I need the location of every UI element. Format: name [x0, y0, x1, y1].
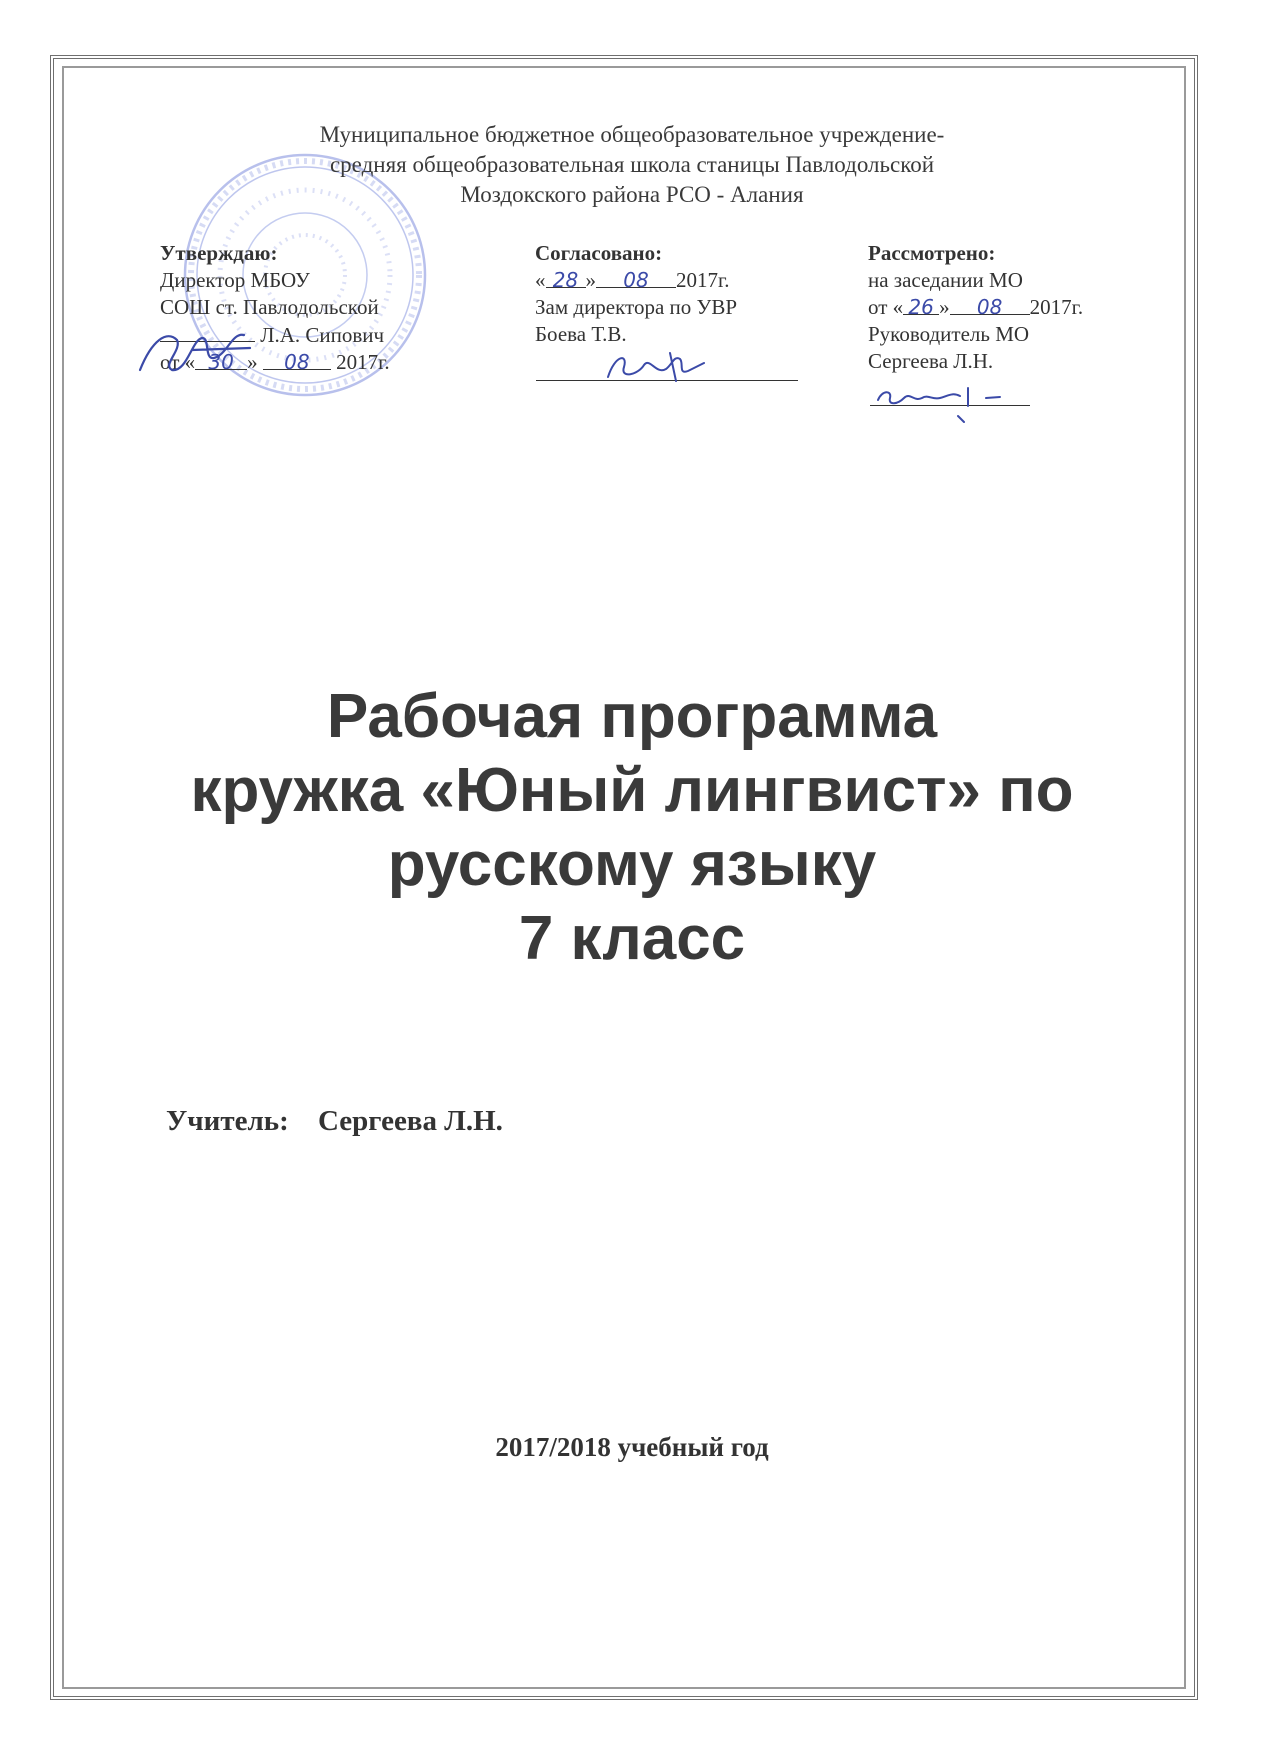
- date-prefix: от «: [868, 295, 904, 319]
- deputy-signature: [600, 345, 710, 390]
- institution-header: [0, 120, 1264, 210]
- date-month: 08: [596, 267, 676, 288]
- agreed-date-row: [535, 267, 805, 294]
- date-mid: »: [585, 268, 596, 292]
- approved-heading: Утверждаю:: [160, 241, 278, 265]
- date-day: 28: [546, 267, 586, 288]
- document-title: [0, 680, 1264, 976]
- date-year: 2017г.: [336, 350, 390, 374]
- title-line-3: русскому языку: [387, 830, 877, 899]
- title-line-2: кружка «Юный лингвист» по: [190, 756, 1074, 825]
- reviewed-line-3: Сергеева Л.Н.: [868, 349, 994, 373]
- date-prefix: от «: [160, 350, 196, 374]
- date-month: 08: [263, 349, 331, 370]
- agreed-line-2: Боева Т.В.: [535, 322, 627, 346]
- reviewed-line-2: Руководитель МО: [868, 322, 1030, 346]
- approved-line-2: СОШ ст. Павлодольской: [160, 295, 379, 319]
- agreed-line-1: Зам директора по УВР: [535, 295, 738, 319]
- date-prefix: «: [535, 268, 546, 292]
- teacher-label: Учитель:: [166, 1105, 289, 1137]
- header-line-3: Моздокского района РСО - Алания: [460, 182, 804, 207]
- teacher-name: Сергеева Л.Н.: [317, 1105, 503, 1137]
- date-year: 2017г.: [676, 268, 730, 292]
- head-mo-signature: [868, 378, 1028, 428]
- date-mid: »: [247, 350, 258, 374]
- teacher-line: [166, 1105, 525, 1138]
- title-line-4: 7 класс: [518, 904, 746, 973]
- date-day: 30: [195, 349, 247, 370]
- date-year: 2017г.: [1029, 295, 1084, 319]
- title-line-1: Рабочая программа: [326, 682, 938, 751]
- header-line-1: Муниципальное бюджетное общеобразовательное учреждение-: [319, 122, 945, 147]
- date-mid: »: [939, 295, 950, 319]
- approved-name: Л.А. Сипович: [260, 323, 385, 347]
- date-month: 08: [950, 294, 1030, 315]
- agreed-block: [535, 240, 805, 348]
- reviewed-heading: Рассмотрено:: [868, 241, 996, 265]
- academic-year: 2017/2018 учебный год: [495, 1432, 769, 1462]
- reviewed-block: [868, 240, 1108, 375]
- reviewed-line-1: на заседании МО: [868, 268, 1023, 292]
- agreed-heading: Согласовано:: [535, 241, 663, 265]
- reviewed-date-row: [868, 294, 1108, 321]
- director-signature: [132, 310, 262, 390]
- approved-line-1: Директор МБОУ: [160, 268, 310, 292]
- header-line-2: средняя общеобразовательная школа станицы Павлодольской: [329, 152, 935, 177]
- date-day: 26: [903, 294, 939, 315]
